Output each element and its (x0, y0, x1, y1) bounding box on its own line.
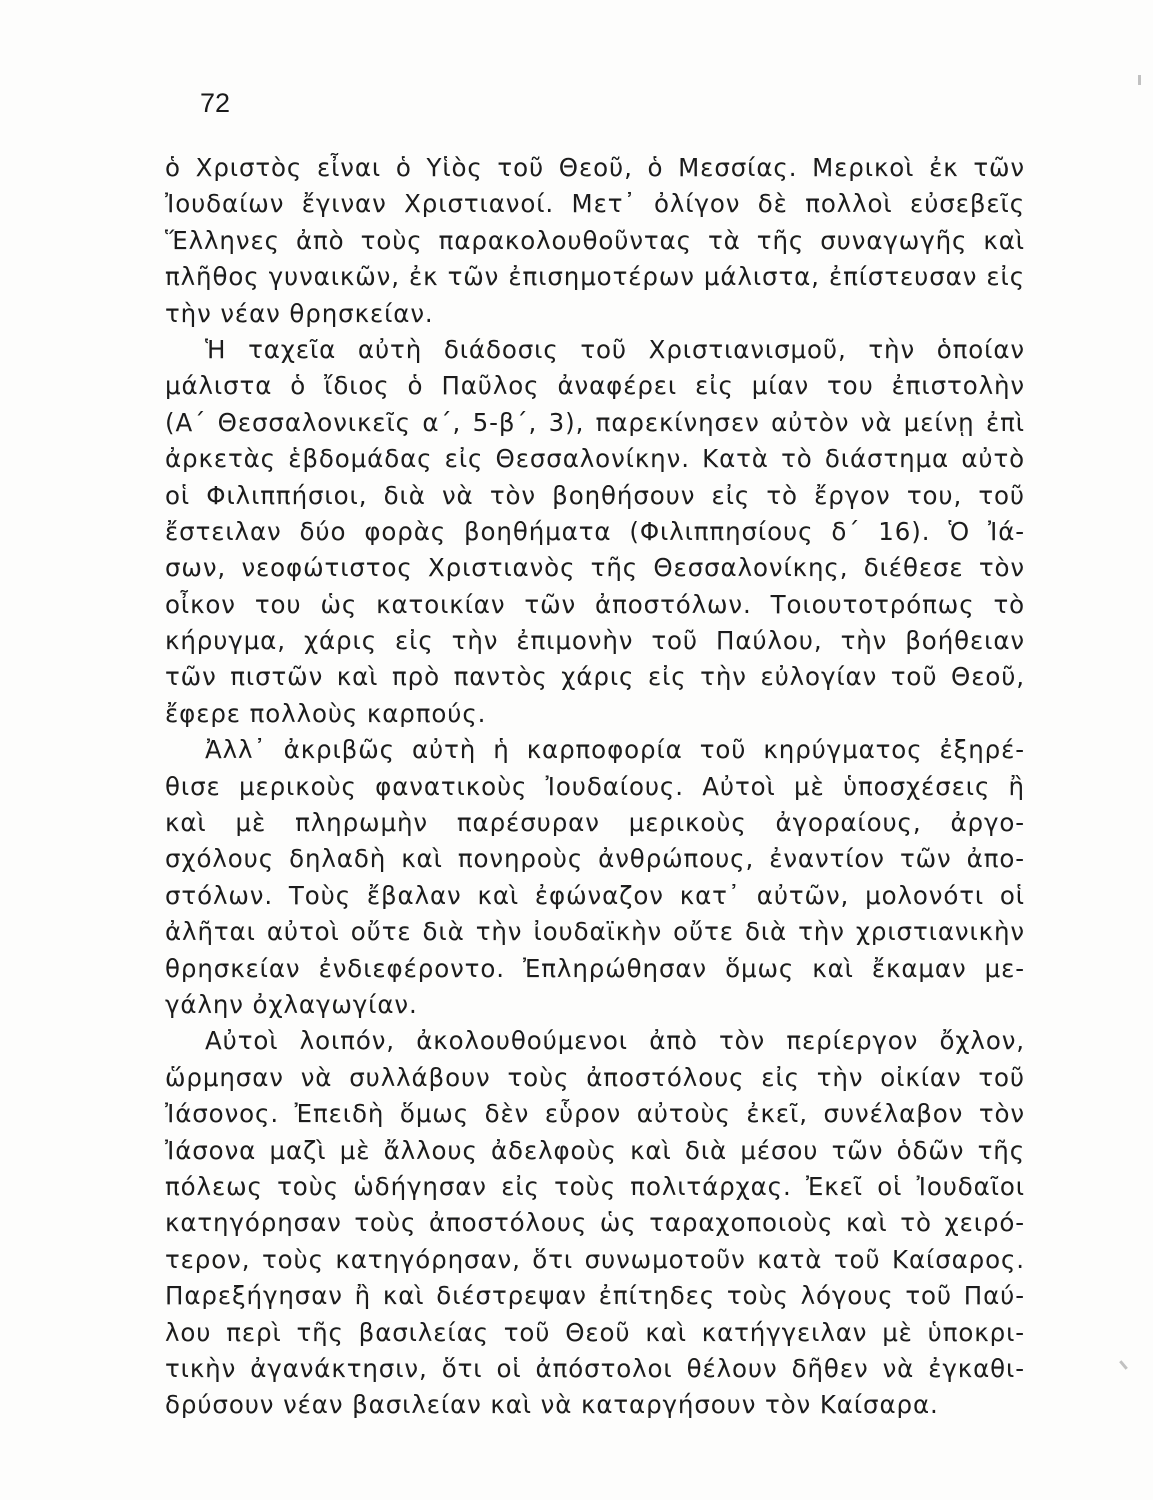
text-line: θισε μερικοὺς φανατικοὺς Ἰουδαίους. Αὐτοὶ μὲ ὑποσχέσεις ἢ (165, 771, 1025, 801)
text-line: καὶ μὲ πληρωμὴν παρέσυραν μερικοὺς ἀγοραίους, ἀργο- (165, 808, 1025, 838)
page-number: 72 (200, 88, 231, 118)
paragraph-start: Αὐτοὶ λοιπόν, ἀκολουθούμενοι ἀπὸ τὸν περίεργον ὄχλον, (205, 1026, 1025, 1056)
text-line: τικὴν ἀγανάκτησιν, ὅτι οἱ ἀπόστολοι θέλουν δῆθεν νὰ ἐγκαθι- (165, 1353, 1025, 1383)
text-line: στόλων. Τοὺς ἔβαλαν καὶ ἐφώναζον κατ᾽ αὐτῶν, μολονότι οἱ (165, 880, 1025, 910)
text-line: θρησκείαν ἐνδιεφέροντο. Ἐπληρώθησαν ὅμως καὶ ἔκαμαν με- (165, 953, 1025, 983)
text-line: Παρεξήγησαν ἢ καὶ διέστρεψαν ἐπίτηδες τοὺς λόγους τοῦ Παύ- (165, 1281, 1025, 1311)
text-line: ἀρκετὰς ἑβδομάδας εἰς Θεσσαλονίκην. Κατὰ τὸ διάστημα αὐτὸ (165, 444, 1025, 474)
text-line: πόλεως τοὺς ὡδήγησαν εἰς τοὺς πολιτάρχας. Ἐκεῖ οἱ Ἰουδαῖοι (165, 1171, 1025, 1201)
text-line: κήρυγμα, χάρις εἰς τὴν ἐπιμονὴν τοῦ Παύλου, τὴν βοήθειαν (165, 626, 1025, 656)
text-line: δρύσουν νέαν βασιλείαν καὶ νὰ καταργήσουν τὸν Καίσαρα. (165, 1390, 939, 1420)
text-line: τερον, τοὺς κατηγόρησαν, ὅτι συνωμοτοῦν κατὰ τοῦ Καίσαρος. (165, 1244, 1025, 1274)
body-text (165, 150, 1025, 1424)
text-line: ὥρμησαν νὰ συλλάβουν τοὺς ἀποστόλους εἰς τὴν οἰκίαν τοῦ (165, 1062, 1025, 1092)
text-line: ἔφερε πολλοὺς καρπούς. (165, 698, 487, 728)
text-line: οἶκον του ὡς κατοικίαν τῶν ἀποστόλων. Τοιουτοτρόπως τὸ (165, 589, 1025, 619)
text-line: (Α´ Θεσσαλονικεῖς α´, 5-β´, 3), παρεκίνησεν αὐτὸν νὰ μείνῃ ἐπὶ (165, 407, 1025, 437)
text-line: σων, νεοφώτιστος Χριστιανὸς τῆς Θεσσαλονίκης, διέθεσε τὸν (165, 553, 1025, 583)
text-line: γάλην ὀχλαγωγίαν. (165, 989, 418, 1019)
text-line: τῶν πιστῶν καὶ πρὸ παντὸς χάρις εἰς τὴν εὐλογίαν τοῦ Θεοῦ, (165, 662, 1025, 692)
text-line: μάλιστα ὁ ἴδιος ὁ Παῦλος ἀναφέρει εἰς μίαν του ἐπιστολὴν (165, 371, 1025, 401)
paragraph-start: Ἀλλ᾽ ἀκριβῶς αὐτὴ ἡ καρποφορία τοῦ κηρύγματος ἐξηρέ- (205, 735, 1025, 765)
text-line: Ἰάσονα μαζὶ μὲ ἄλλους ἀδελφοὺς καὶ διὰ μέσου τῶν ὁδῶν τῆς (165, 1135, 1025, 1165)
text-line: Ἕλληνες ἀπὸ τοὺς παρακολουθοῦντας τὰ τῆς συναγωγῆς καὶ (165, 225, 1025, 255)
text-line: τὴν νέαν θρησκείαν. (165, 298, 434, 328)
text-line: οἱ Φιλιππήσιοι, διὰ νὰ τὸν βοηθήσουν εἰς τὸ ἔργον του, τοῦ (165, 480, 1025, 510)
scan-speck (1119, 1360, 1128, 1370)
text-line: ἀλῆται αὐτοὶ οὔτε διὰ τὴν ἰουδαϊκὴν οὔτε διὰ τὴν χριστιανικὴν (165, 917, 1025, 947)
text-line: σχόλους δηλαδὴ καὶ πονηροὺς ἀνθρώπους, ἐναντίον τῶν ἀπο- (165, 844, 1025, 874)
text-line: ἔστειλαν δύο φορὰς βοηθήματα (Φιλιππησίους δ´ 16). Ὁ Ἰά- (165, 516, 1025, 546)
text-line: Ἰάσονος. Ἐπειδὴ ὅμως δὲν εὗρον αὐτοὺς ἐκεῖ, συνέλαβον τὸν (165, 1099, 1025, 1129)
scan-speck (1138, 75, 1141, 85)
text-line: πλῆθος γυναικῶν, ἐκ τῶν ἐπισημοτέρων μάλιστα, ἐπίστευσαν εἰς (165, 262, 1025, 292)
text-line: Ἰουδαίων ἔγιναν Χριστιανοί. Μετ᾽ ὀλίγον δὲ πολλοὶ εὐσεβεῖς (165, 189, 1025, 219)
paragraph-start: Ἡ ταχεῖα αὐτὴ διάδοσις τοῦ Χριστιανισμοῦ, τὴν ὁποίαν (205, 334, 1025, 364)
text-line: ὁ Χριστὸς εἶναι ὁ Υἱὸς τοῦ Θεοῦ, ὁ Μεσσίας. Μερικοὶ ἐκ τῶν (165, 153, 1025, 182)
text-line: λου περὶ τῆς βασιλείας τοῦ Θεοῦ καὶ κατήγγειλαν μὲ ὑποκρι- (165, 1317, 1025, 1347)
text-line: κατηγόρησαν τοὺς ἀποστόλους ὡς ταραχοποιοὺς καὶ τὸ χειρό- (165, 1208, 1025, 1238)
